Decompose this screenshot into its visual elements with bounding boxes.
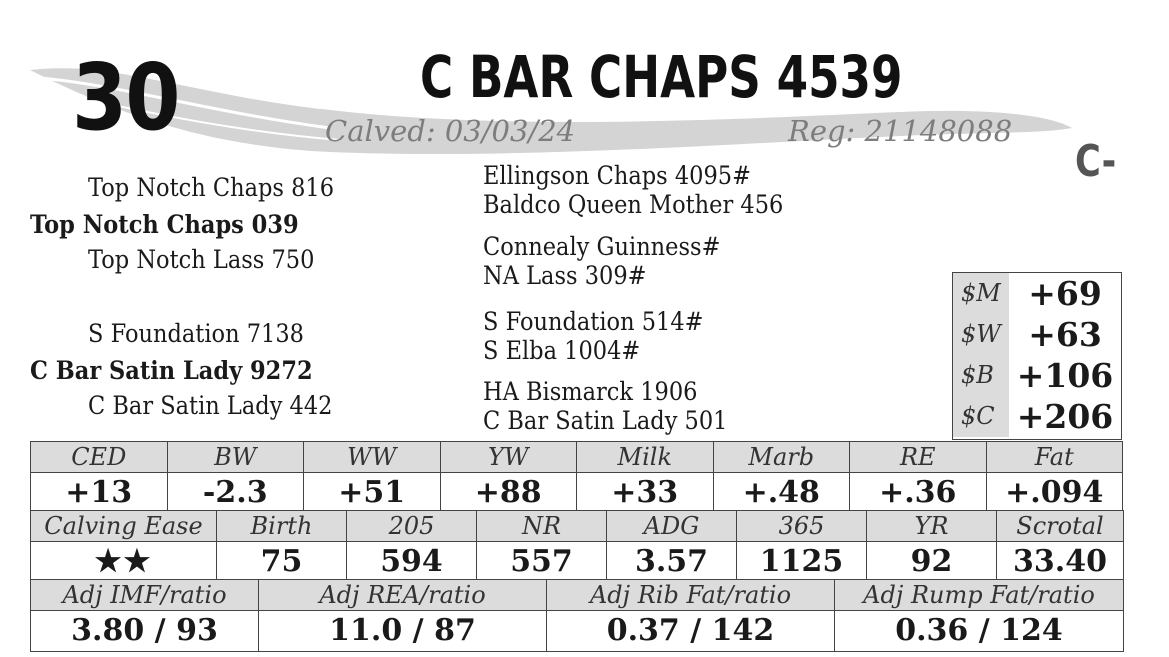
pedigree-sd-sire: Connealy Guinness# — [483, 232, 721, 261]
epd-table — [30, 441, 1123, 514]
pedigree-sire: Top Notch Chaps 039 — [30, 210, 299, 239]
performance-value: 3.57 — [607, 542, 737, 583]
epd-header: Marb — [713, 442, 850, 473]
performance-header: Calving Ease — [31, 511, 217, 542]
performance-header: 205 — [347, 511, 477, 542]
performance-header: NR — [477, 511, 607, 542]
epd-value: +51 — [304, 473, 441, 514]
dollar-index-label: $W — [953, 314, 1009, 355]
carcass-header: Adj IMF/ratio — [31, 580, 259, 611]
performance-value: 33.40 — [997, 542, 1124, 583]
performance-value: 92 — [867, 542, 997, 583]
epd-header: Fat — [986, 442, 1123, 473]
epd-header: BW — [167, 442, 304, 473]
performance-header: 365 — [737, 511, 867, 542]
performance-value: 557 — [477, 542, 607, 583]
performance-value: 1125 — [737, 542, 867, 583]
pedigree-dam-sire: S Foundation 7138 — [88, 319, 304, 348]
registration-number: Reg: 21148088 — [788, 114, 1013, 148]
epd-value: +.48 — [713, 473, 850, 514]
pedigree-sire-dam: Top Notch Lass 750 — [88, 245, 315, 274]
pedigree-sd-dam: NA Lass 309# — [483, 261, 647, 290]
dollar-index-value: +63 — [1028, 315, 1102, 354]
epd-value: +33 — [577, 473, 714, 514]
carcass-header: Adj Rump Fat/ratio — [835, 580, 1124, 611]
animal-name: C BAR CHAPS 4539 — [420, 43, 903, 111]
epd-value: +13 — [31, 473, 168, 514]
epd-header: RE — [850, 442, 987, 473]
performance-header: Scrotal — [997, 511, 1124, 542]
carcass-value: 0.37 / 142 — [547, 611, 835, 652]
carcass-table — [30, 579, 1124, 652]
epd-header: WW — [304, 442, 441, 473]
calved-date: Calved: 03/03/24 — [325, 114, 576, 148]
epd-value: +.094 — [986, 473, 1123, 514]
dollar-index-label: $C — [953, 396, 1009, 437]
dollar-index-row — [953, 273, 1121, 314]
carcass-value-row — [31, 611, 1124, 652]
pedigree-dam-dam: C Bar Satin Lady 442 — [88, 391, 333, 420]
epd-value: +.36 — [850, 473, 987, 514]
pedigree-dam: C Bar Satin Lady 9272 — [30, 356, 313, 385]
epd-header: Milk — [577, 442, 714, 473]
pedigree-ss-dam: Baldco Queen Mother 456 — [483, 190, 784, 219]
dollar-index-label: $B — [953, 355, 1009, 396]
dollar-index-value: +206 — [1016, 397, 1114, 436]
performance-header: YR — [867, 511, 997, 542]
performance-header: Birth — [217, 511, 347, 542]
carcass-value: 3.80 / 93 — [31, 611, 259, 652]
performance-value: 75 — [217, 542, 347, 583]
epd-value: -2.3 — [167, 473, 304, 514]
carcass-header: Adj Rib Fat/ratio — [547, 580, 835, 611]
pedigree-ds-dam: S Elba 1004# — [483, 336, 641, 365]
calving-ease-stars: ★★ — [31, 542, 217, 583]
epd-header-row — [31, 442, 1123, 473]
grade-mark: C- — [1075, 136, 1117, 187]
epd-header: CED — [31, 442, 168, 473]
dollar-index-row — [953, 314, 1121, 355]
pedigree-ss-sire: Ellingson Chaps 4095# — [483, 161, 751, 190]
pedigree-dd-dam: C Bar Satin Lady 501 — [483, 406, 728, 435]
pedigree-ds-sire: S Foundation 514# — [483, 307, 704, 336]
carcass-header: Adj REA/ratio — [259, 580, 547, 611]
dollar-index-label: $M — [953, 273, 1009, 314]
pedigree-sire-sire: Top Notch Chaps 816 — [88, 173, 335, 202]
dollar-index-row — [953, 355, 1121, 396]
performance-header: ADG — [607, 511, 737, 542]
dollar-index-value: +69 — [1028, 274, 1102, 313]
epd-header: YW — [440, 442, 577, 473]
pedigree-dd-sire: HA Bismarck 1906 — [483, 377, 698, 406]
performance-table — [30, 510, 1124, 583]
carcass-header-row — [31, 580, 1124, 611]
performance-value-row — [31, 542, 1124, 583]
performance-value: 594 — [347, 542, 477, 583]
carcass-value: 0.36 / 124 — [835, 611, 1124, 652]
dollar-index-row — [953, 396, 1121, 437]
epd-value-row — [31, 473, 1123, 514]
lot-number: 30 — [72, 44, 179, 151]
dollar-index-box — [952, 272, 1122, 440]
dollar-index-value: +106 — [1016, 356, 1114, 395]
epd-value: +88 — [440, 473, 577, 514]
performance-header-row — [31, 511, 1124, 542]
carcass-value: 11.0 / 87 — [259, 611, 547, 652]
